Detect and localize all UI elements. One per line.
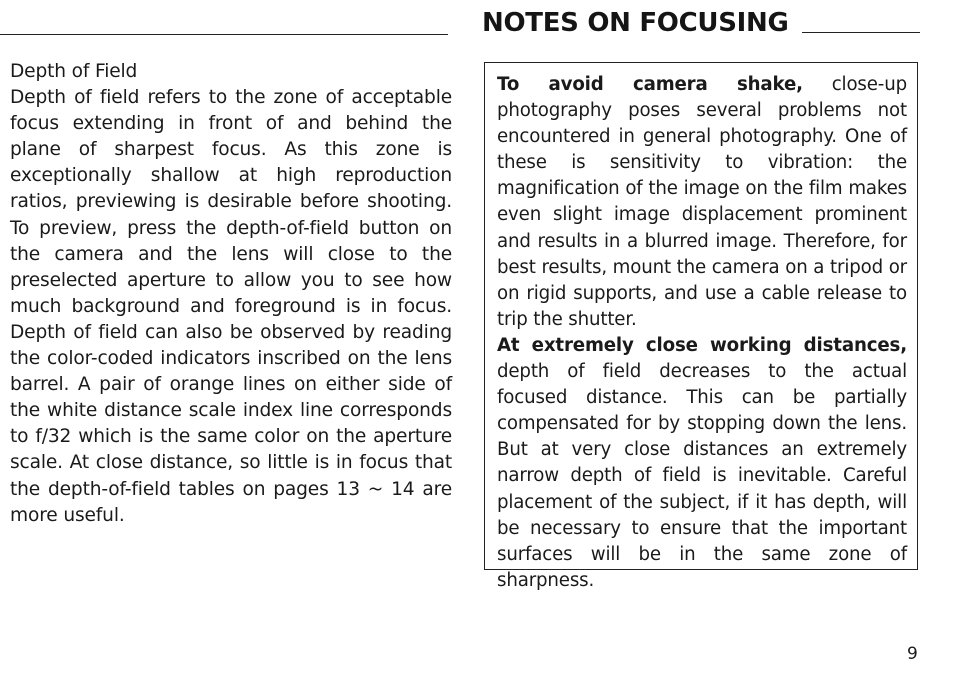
left-header-rule (0, 34, 448, 35)
notes-paragraph-1-text: close-up photography poses several problems not encountered in general photography. One of these is sensitivity to vibration: the magnification of the image on the film makes even slight image displacement prominent and results in a blurred image. Therefore, for best results, mount the camera on a tripod or on rigid supports, and use a cable release to trip the shutter. (497, 74, 907, 330)
notes-paragraph-1 (497, 72, 907, 333)
notes-box (484, 62, 918, 591)
right-header-rule (802, 32, 920, 33)
notes-paragraph-2 (497, 333, 907, 594)
depth-of-field-section (10, 59, 452, 529)
section-subheading: Depth of Field (10, 61, 138, 82)
section-body: Depth of field refers to the zone of acceptable focus extending in front of and behind the plane of sharpest focus. As this zone is exceptionally shallow at high reproduction ratios, previewing is desirable before shooting. To preview, press the depth-of-field button on the camera and the lens will close to the preselected aperture to allow you to see how much background and foreground is in focus. Depth of field can also be observed by reading the color-coded indicators inscribed on the lens barrel. A pair of orange lines on either side of the white distance scale index line corresponds to f/32 which is the same color on the aperture scale. At close distance, so little is in focus that the depth-of-field tables on pages 13 ~ 14 are more useful. (10, 87, 452, 526)
notes-paragraph-1-lead: To avoid camera shake, (497, 74, 803, 95)
notes-paragraph-2-lead: At extremely close working distances, (497, 334, 907, 356)
notes-paragraph-2-text: depth of field decreases to the actual focused distance. This can be partially compensated for by stopping down the lens. But at very close distances an extremely narrow depth of field is inevitable. Careful placement of the subject, if it has depth, will be necessary to ensure that the important surfaces will be in the same zone of sharpness. (497, 361, 907, 591)
page-heading: NOTES ON FOCUSING (482, 8, 789, 38)
page-number: 9 (907, 644, 918, 664)
